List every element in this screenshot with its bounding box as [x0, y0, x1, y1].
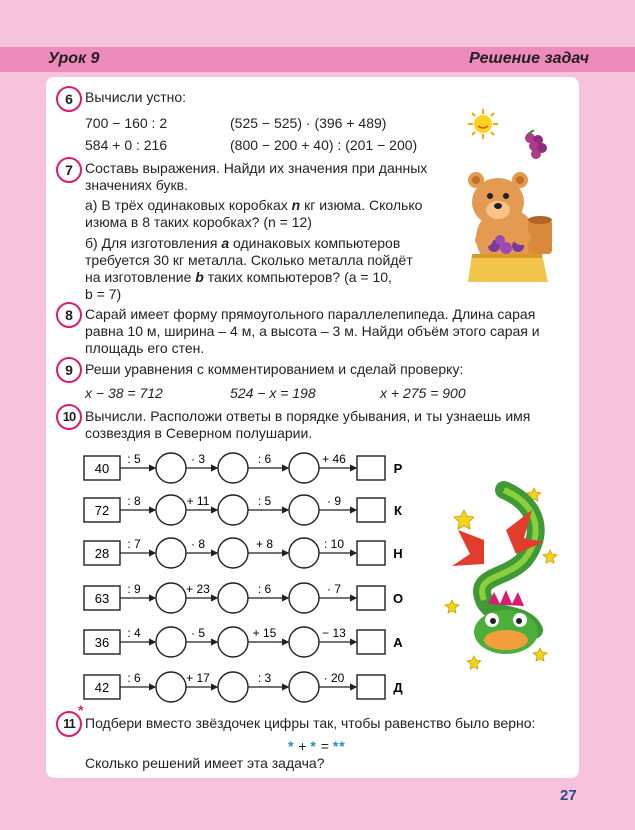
start-value: 36 — [94, 635, 110, 650]
answer-circle — [218, 627, 248, 657]
answer-circle — [218, 583, 248, 613]
answer-circle — [289, 583, 319, 613]
operation-label: · 20 — [323, 671, 345, 685]
task-6-expr-3: 584 + 0 : 216 — [85, 137, 168, 153]
task-7-number: 7 — [56, 157, 82, 183]
chain-letter: А — [393, 635, 403, 650]
start-value: 40 — [94, 461, 110, 476]
chain-letter: О — [392, 591, 404, 606]
operation-label: + 8 — [255, 537, 274, 551]
operation-label: · 5 — [190, 626, 206, 640]
task-11-equation — [288, 738, 346, 755]
answer-circle — [156, 672, 186, 702]
start-value: 72 — [94, 503, 110, 518]
operation-label: : 6 — [127, 671, 141, 685]
answer-circle — [156, 538, 186, 568]
answer-circle — [156, 495, 186, 525]
eq-plus: + — [298, 738, 307, 754]
result-box — [357, 586, 385, 610]
task-11-number: 11 — [56, 711, 82, 737]
operation-label: : 8 — [127, 494, 141, 508]
task-9-number: 9 — [56, 357, 82, 383]
result-box — [357, 541, 385, 565]
eq-digits-c: ** — [332, 738, 346, 754]
task-11-star-mark: * — [78, 702, 84, 718]
operation-label: · 9 — [326, 494, 342, 508]
task-9-eq-2: 524 − x = 198 — [230, 385, 316, 401]
chain-letter: Н — [393, 546, 403, 561]
start-value: 28 — [94, 546, 110, 561]
operation-label: : 3 — [257, 671, 272, 685]
task-7b-text3-pre: на изготовление — [85, 269, 196, 285]
chain-letter: Д — [393, 680, 403, 695]
answer-circle — [289, 538, 319, 568]
operation-label: + 11 — [186, 494, 210, 508]
operation-label: : 10 — [323, 537, 345, 551]
task-6-expr-1: 700 − 160 : 2 — [85, 115, 168, 131]
task-11-line-2: Сколько решений имеет эта задача? — [85, 755, 325, 771]
answer-circle — [218, 453, 248, 483]
start-value: 63 — [94, 591, 110, 606]
answer-circle — [289, 672, 319, 702]
operation-label: + 23 — [186, 582, 210, 596]
operation-label: · 3 — [190, 452, 206, 466]
task-8-number: 8 — [56, 302, 82, 328]
result-box — [357, 675, 385, 699]
task-8-line-2: равна 10 м, ширина – 4 м, а высота – 3 м. Найди объём этого сарая и — [85, 323, 540, 339]
answer-circle — [289, 627, 319, 657]
eq-digit-b: * — [310, 738, 317, 754]
task-7b-text3-post: таких компьютеров? (a = 10, — [203, 269, 392, 285]
task-10-number: 10 — [56, 404, 82, 430]
task-7-line-2: значениях букв. — [85, 177, 188, 193]
task-7a-var-n: n — [291, 197, 301, 213]
task-7b-text-post: одинаковых компьютеров — [229, 235, 401, 251]
operation-label: + 15 — [252, 626, 277, 640]
answer-circle — [156, 453, 186, 483]
chain-letter: Р — [393, 461, 403, 476]
task-6-expr-4: (800 − 200 + 40) : (201 − 200) — [230, 137, 418, 153]
task-7a-text-pre: а) В трёх одинаковых коробках — [85, 197, 292, 213]
operation-label: : 6 — [257, 452, 272, 466]
task-8-line-3: площадь его стен. — [85, 340, 205, 356]
start-value: 42 — [94, 680, 110, 695]
operation-label: : 9 — [127, 582, 141, 596]
task-10-line-1: Вычисли. Расположи ответы в порядке убывания, и ты узнаешь имя — [85, 408, 531, 424]
operation-label: : 4 — [127, 626, 141, 640]
answer-circle — [289, 495, 319, 525]
operation-label: − 13 — [322, 626, 346, 640]
answer-circle — [156, 627, 186, 657]
task-7b-var-b: b — [195, 269, 204, 285]
task-7b-var-a: a — [221, 235, 230, 251]
page-number: 27 — [560, 787, 577, 804]
task-7b-line-2: требуется 30 кг металла. Сколько металла пойдёт — [85, 252, 413, 268]
result-box — [357, 630, 385, 654]
result-box — [357, 498, 385, 522]
answer-circle — [289, 453, 319, 483]
task-11-line-1: Подбери вместо звёздочек цифры так, чтобы равенство было верно: — [85, 715, 536, 731]
section-title: Решение задач — [469, 50, 589, 67]
task-6-number: 6 — [56, 86, 82, 112]
operation-label: : 5 — [257, 494, 272, 508]
task-10-line-2: созвездия в Северном полушарии. — [85, 425, 313, 441]
chain-letter: К — [394, 503, 402, 518]
operation-label: · 7 — [326, 582, 342, 596]
task-9-title: Реши уравнения с комментированием и сделай проверку: — [85, 361, 464, 377]
answer-circle — [156, 583, 186, 613]
result-box — [357, 456, 385, 480]
lesson-title: Урок 9 — [48, 50, 100, 67]
operation-label: + 17 — [186, 671, 210, 685]
eq-equals: = — [320, 738, 329, 754]
operation-label: · 8 — [190, 537, 206, 551]
task-9-eq-3: x + 275 = 900 — [380, 385, 466, 401]
task-9-eq-1: x − 38 = 712 — [85, 385, 163, 401]
task-7a-text-post: кг изюма. Сколько — [300, 197, 423, 213]
operation-label: : 7 — [127, 537, 141, 551]
operation-label: : 6 — [257, 582, 272, 596]
answer-circle — [218, 538, 248, 568]
task-8-line-1: Сарай имеет форму прямоугольного параллелепипеда. Длина сарая — [85, 306, 536, 322]
answer-circle — [218, 495, 248, 525]
task-7b-text-pre: б) Для изготовления — [85, 235, 222, 251]
task-7-line-1: Составь выражения. Найди их значения при данных — [85, 160, 428, 176]
answer-circle — [218, 672, 248, 702]
eq-digit-a: * — [288, 738, 295, 754]
operation-label: : 5 — [127, 452, 141, 466]
task-6-expr-2: (525 − 525) · (396 + 489) — [230, 115, 387, 131]
task-7a-line-2: изюма в 8 таких коробках? (n = 12) — [85, 214, 312, 230]
task-6-title: Вычисли устно: — [85, 89, 187, 105]
operation-label: + 46 — [322, 452, 346, 466]
task-7b-line-4: b = 7) — [85, 286, 122, 302]
